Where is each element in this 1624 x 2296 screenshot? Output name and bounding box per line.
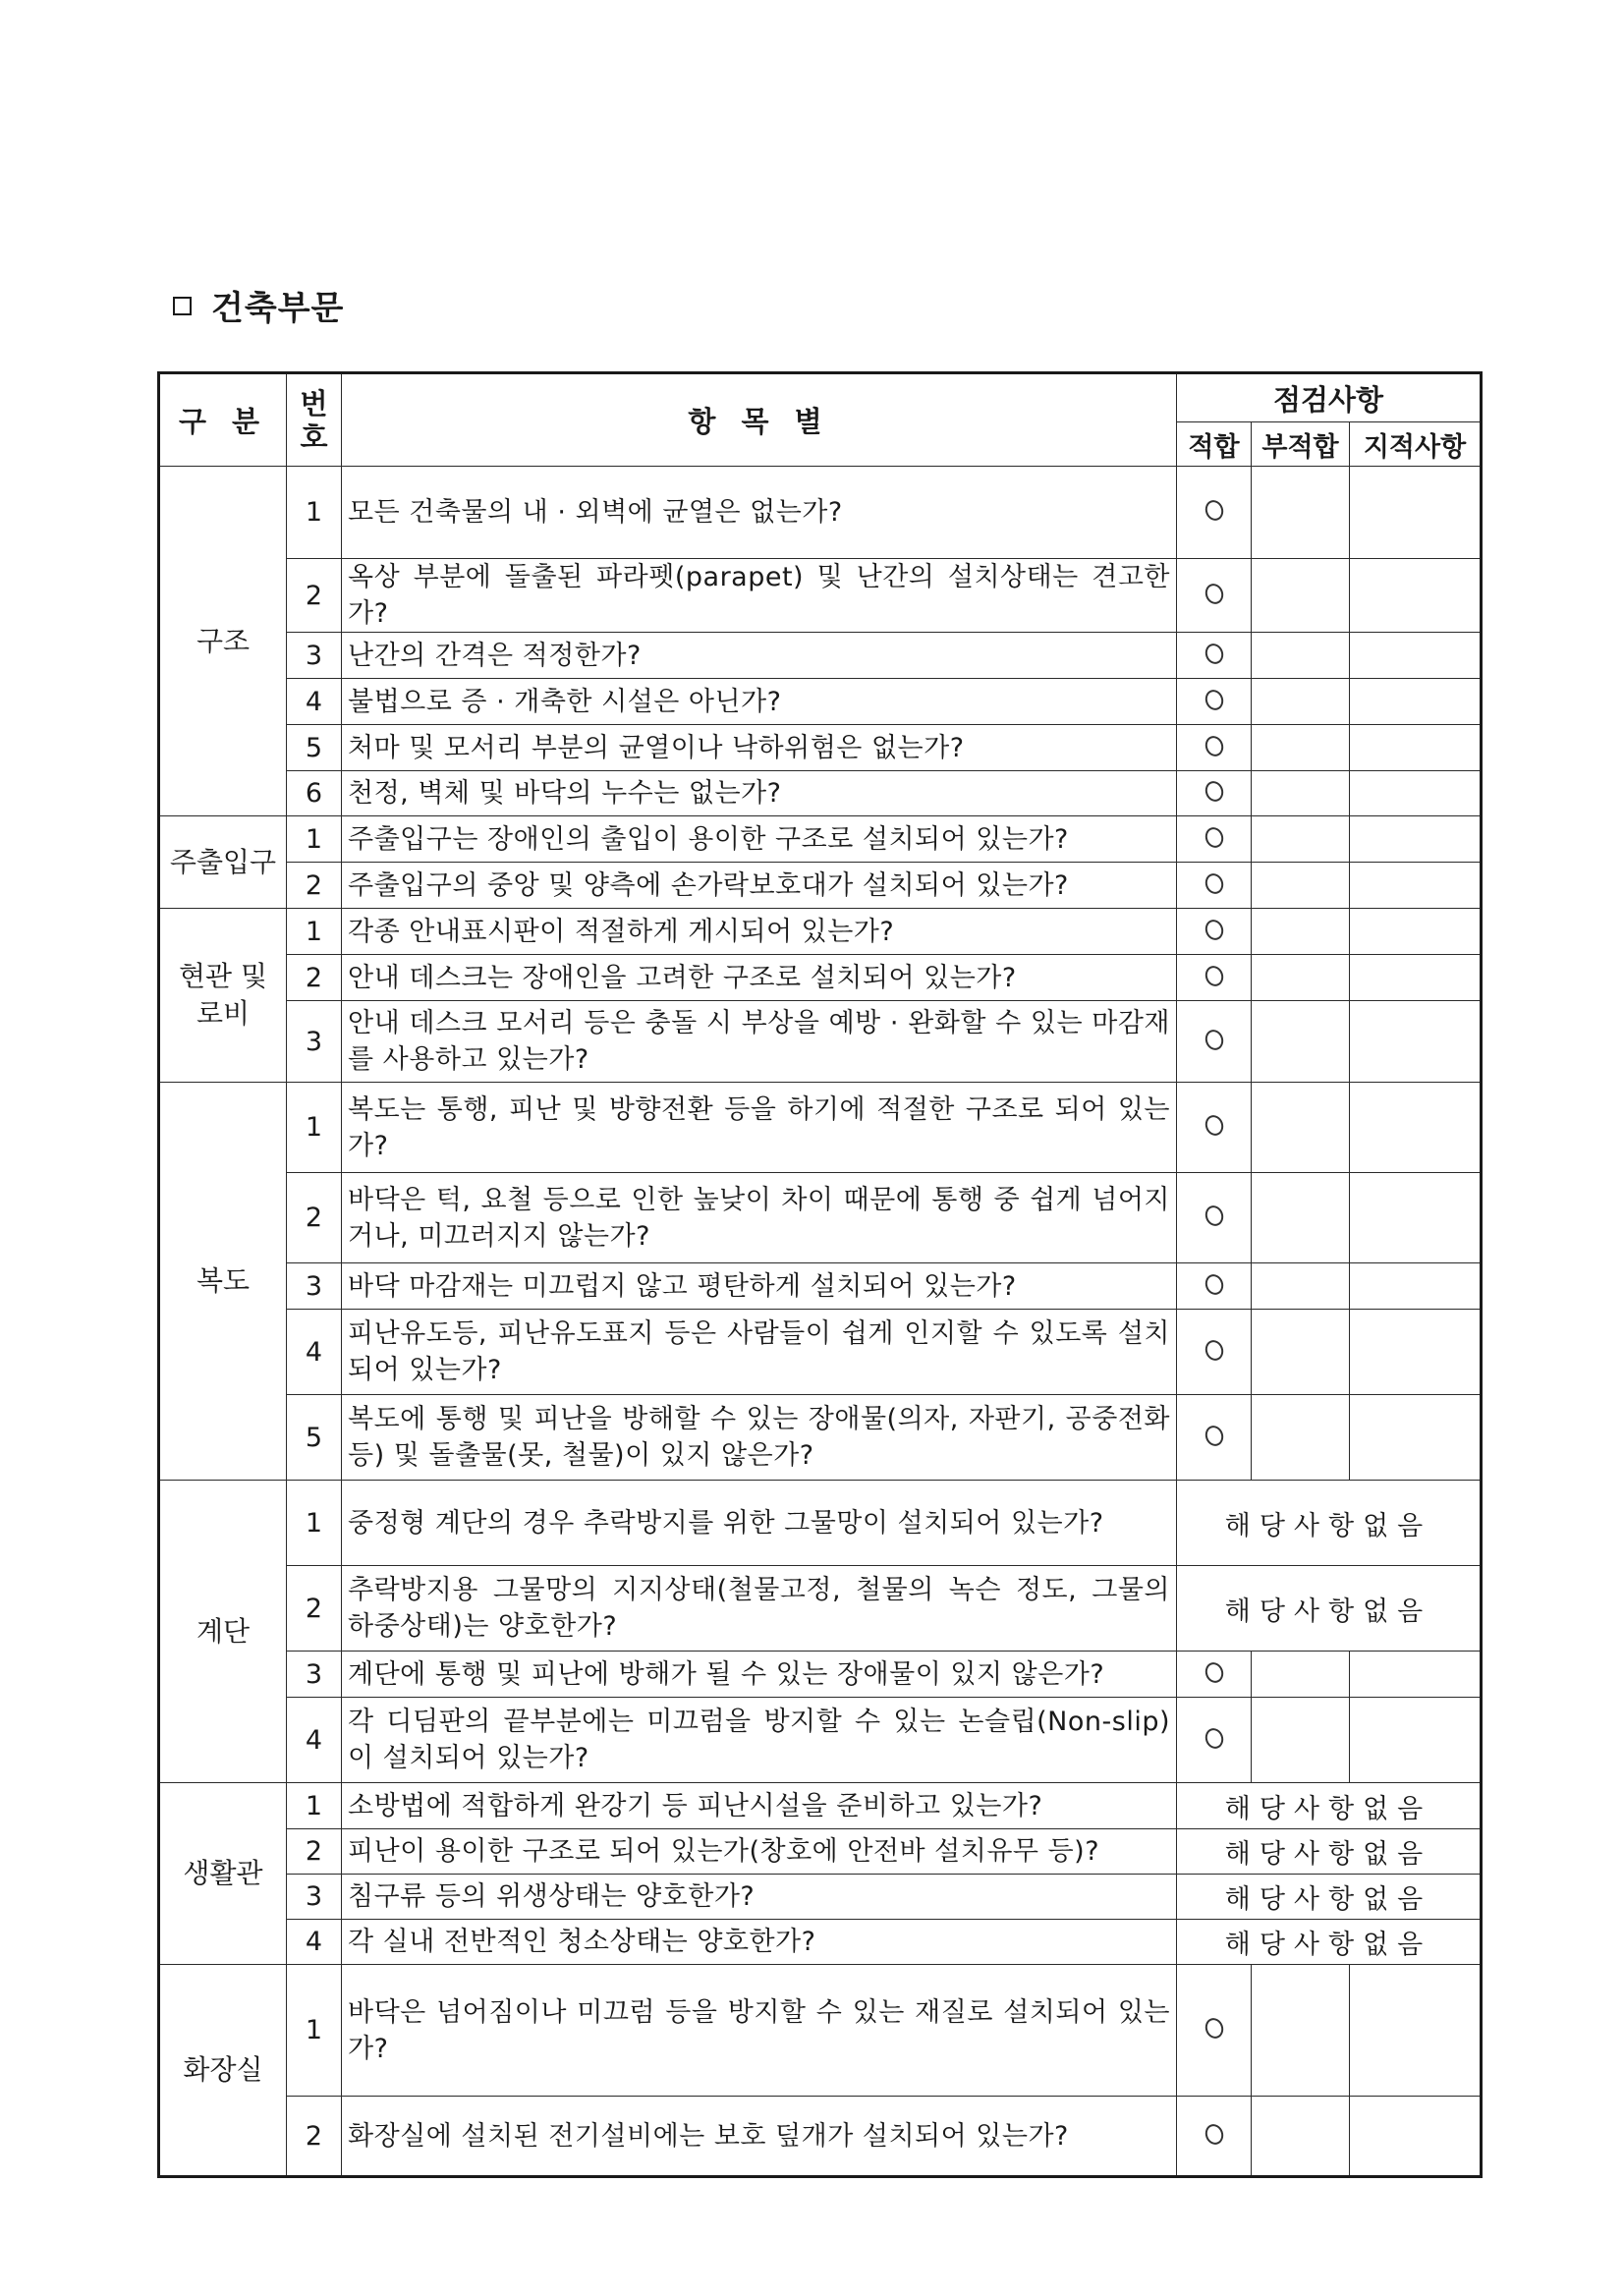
unfit-cell	[1252, 467, 1350, 559]
unfit-cell	[1252, 771, 1350, 816]
remarks-cell	[1350, 909, 1482, 955]
handwritten-circle-icon	[1202, 1337, 1225, 1363]
remarks-cell	[1350, 1310, 1482, 1395]
handwritten-circle-icon	[1202, 641, 1225, 666]
check-item: 주출입구는 장애인의 출입이 용이한 구조로 설치되어 있는가?	[342, 816, 1177, 863]
check-item: 처마 및 모서리 부분의 균열이나 낙하위험은 없는가?	[342, 725, 1177, 771]
category-cell: 복도	[159, 1083, 287, 1481]
handwritten-circle-icon	[1202, 1113, 1225, 1139]
category-cell: 생활관	[159, 1783, 287, 1965]
check-item: 피난유도등, 피난유도표지 등은 사람들이 쉽게 인지할 수 있도록 설치되어 있는가?	[342, 1310, 1177, 1395]
fit-cell	[1177, 467, 1252, 559]
row-number: 3	[287, 1652, 342, 1698]
remarks-cell	[1350, 771, 1482, 816]
remarks-cell	[1350, 1001, 1482, 1083]
row-number: 3	[287, 1001, 342, 1083]
not-applicable-note: 해당사항없음	[1177, 1481, 1482, 1566]
remarks-cell	[1350, 1263, 1482, 1310]
table-row	[159, 1652, 1482, 1698]
check-item: 피난이 용이한 구조로 되어 있는가(창호에 안전바 설치유무 등)?	[342, 1829, 1177, 1875]
table-row	[159, 1083, 1482, 1173]
handwritten-circle-icon	[1202, 687, 1225, 712]
fit-cell	[1177, 679, 1252, 725]
table-row	[159, 909, 1482, 955]
unfit-cell	[1252, 816, 1350, 863]
row-number: 5	[287, 725, 342, 771]
remarks-cell	[1350, 467, 1482, 559]
section-title	[173, 281, 344, 329]
table-row	[159, 633, 1482, 679]
table-row	[159, 1173, 1482, 1263]
row-number: 4	[287, 1920, 342, 1965]
inspection-table	[157, 371, 1483, 2178]
row-number: 2	[287, 863, 342, 909]
check-item: 천정, 벽체 및 바닥의 누수는 없는가?	[342, 771, 1177, 816]
handwritten-circle-icon	[1202, 779, 1225, 805]
check-item: 주출입구의 중앙 및 양측에 손가락보호대가 설치되어 있는가?	[342, 863, 1177, 909]
fit-cell	[1177, 1173, 1252, 1263]
table-row	[159, 771, 1482, 816]
unfit-cell	[1252, 1001, 1350, 1083]
fit-cell	[1177, 771, 1252, 816]
table-row	[159, 1566, 1482, 1652]
category-cell: 화장실	[159, 1965, 287, 2177]
not-applicable-note: 해당사항없음	[1177, 1783, 1482, 1829]
row-number: 1	[287, 1481, 342, 1566]
check-item: 바닥은 넘어짐이나 미끄럼 등을 방지할 수 있는 재질로 설치되어 있는가?	[342, 1965, 1177, 2097]
handwritten-circle-icon	[1202, 498, 1225, 524]
row-number: 2	[287, 1173, 342, 1263]
fit-cell	[1177, 1310, 1252, 1395]
remarks-cell	[1350, 559, 1482, 633]
check-item: 안내 데스크는 장애인을 고려한 구조로 설치되어 있는가?	[342, 955, 1177, 1001]
table-row	[159, 955, 1482, 1001]
unfit-cell	[1252, 1173, 1350, 1263]
table-row	[159, 1481, 1482, 1566]
table-row	[159, 559, 1482, 633]
row-number: 1	[287, 1783, 342, 1829]
fit-cell	[1177, 1083, 1252, 1173]
handwritten-circle-icon	[1202, 1423, 1225, 1448]
handwritten-circle-icon	[1202, 1725, 1225, 1751]
unfit-cell	[1252, 633, 1350, 679]
not-applicable-note: 해당사항없음	[1177, 1566, 1482, 1652]
row-number: 2	[287, 2097, 342, 2177]
fit-cell	[1177, 2097, 1252, 2177]
row-number: 3	[287, 633, 342, 679]
check-item: 침구류 등의 위생상태는 양호한가?	[342, 1875, 1177, 1920]
handwritten-circle-icon	[1202, 917, 1225, 942]
header-remarks: 지적사항	[1350, 422, 1482, 467]
remarks-cell	[1350, 955, 1482, 1001]
unfit-cell	[1252, 909, 1350, 955]
table-row	[159, 1920, 1482, 1965]
unfit-cell	[1252, 559, 1350, 633]
handwritten-circle-icon	[1202, 1659, 1225, 1685]
table-row	[159, 816, 1482, 863]
check-item: 계단에 통행 및 피난에 방해가 될 수 있는 장애물이 있지 않은가?	[342, 1652, 1177, 1698]
header-fit: 적합	[1177, 422, 1252, 467]
row-number: 2	[287, 1566, 342, 1652]
unfit-cell	[1252, 2097, 1350, 2177]
unfit-cell	[1252, 1310, 1350, 1395]
table-row	[159, 1965, 1482, 2097]
row-number: 6	[287, 771, 342, 816]
remarks-cell	[1350, 816, 1482, 863]
row-number: 3	[287, 1875, 342, 1920]
handwritten-circle-icon	[1202, 824, 1225, 850]
row-number: 4	[287, 679, 342, 725]
table-row	[159, 1698, 1482, 1783]
fit-cell	[1177, 1395, 1252, 1481]
handwritten-circle-icon	[1202, 2121, 1225, 2147]
table-row	[159, 725, 1482, 771]
header-number: 번호	[287, 373, 342, 467]
fit-cell	[1177, 633, 1252, 679]
check-item: 화장실에 설치된 전기설비에는 보호 덮개가 설치되어 있는가?	[342, 2097, 1177, 2177]
category-cell: 현관 및 로비	[159, 909, 287, 1083]
check-item: 소방법에 적합하게 완강기 등 피난시설을 준비하고 있는가?	[342, 1783, 1177, 1829]
fit-cell	[1177, 1263, 1252, 1310]
category-cell: 구조	[159, 467, 287, 816]
row-number: 5	[287, 1395, 342, 1481]
header-category: 구 분	[159, 373, 287, 467]
remarks-cell	[1350, 633, 1482, 679]
fit-cell	[1177, 559, 1252, 633]
not-applicable-note: 해당사항없음	[1177, 1920, 1482, 1965]
row-number: 4	[287, 1310, 342, 1395]
unfit-cell	[1252, 679, 1350, 725]
fit-cell	[1177, 1652, 1252, 1698]
remarks-cell	[1350, 1083, 1482, 1173]
handwritten-circle-icon	[1202, 1027, 1225, 1052]
handwritten-circle-icon	[1202, 2016, 1225, 2042]
unfit-cell	[1252, 1698, 1350, 1783]
fit-cell	[1177, 725, 1252, 771]
row-number: 2	[287, 955, 342, 1001]
fit-cell	[1177, 1965, 1252, 2097]
fit-cell	[1177, 1698, 1252, 1783]
row-number: 1	[287, 1965, 342, 2097]
check-item: 안내 데스크 모서리 등은 충돌 시 부상을 예방 · 완화할 수 있는 마감재를 사용하고 있는가?	[342, 1001, 1177, 1083]
check-item: 바닥은 턱, 요철 등으로 인한 높낮이 차이 때문에 통행 중 쉽게 넘어지거나, 미끄러지지 않는가?	[342, 1173, 1177, 1263]
check-item: 난간의 간격은 적정한가?	[342, 633, 1177, 679]
unfit-cell	[1252, 1083, 1350, 1173]
table-row	[159, 1395, 1482, 1481]
row-number: 4	[287, 1698, 342, 1783]
row-number: 2	[287, 1829, 342, 1875]
table-row	[159, 1875, 1482, 1920]
unfit-cell	[1252, 863, 1350, 909]
remarks-cell	[1350, 863, 1482, 909]
table-row	[159, 863, 1482, 909]
remarks-cell	[1350, 679, 1482, 725]
handwritten-circle-icon	[1202, 870, 1225, 896]
check-item: 복도에 통행 및 피난을 방해할 수 있는 장애물(의자, 자판기, 공중전화 등) 및 돌출물(못, 철물)이 있지 않은가?	[342, 1395, 1177, 1481]
table-body	[159, 467, 1482, 2177]
table-row	[159, 1783, 1482, 1829]
unfit-cell	[1252, 1395, 1350, 1481]
check-item: 불법으로 증 · 개축한 시설은 아닌가?	[342, 679, 1177, 725]
remarks-cell	[1350, 1173, 1482, 1263]
remarks-cell	[1350, 1652, 1482, 1698]
check-item: 모든 건축물의 내 · 외벽에 균열은 없는가?	[342, 467, 1177, 559]
check-item: 각종 안내표시판이 적절하게 게시되어 있는가?	[342, 909, 1177, 955]
check-item: 중정형 계단의 경우 추락방지를 위한 그물망이 설치되어 있는가?	[342, 1481, 1177, 1566]
fit-cell	[1177, 909, 1252, 955]
unfit-cell	[1252, 1652, 1350, 1698]
remarks-cell	[1350, 1395, 1482, 1481]
not-applicable-note: 해당사항없음	[1177, 1875, 1482, 1920]
not-applicable-note: 해당사항없음	[1177, 1829, 1482, 1875]
row-number: 1	[287, 467, 342, 559]
row-number: 2	[287, 559, 342, 633]
row-number: 1	[287, 1083, 342, 1173]
handwritten-circle-icon	[1202, 581, 1225, 606]
handwritten-circle-icon	[1202, 1271, 1225, 1297]
check-item: 각 실내 전반적인 청소상태는 양호한가?	[342, 1920, 1177, 1965]
table-row	[159, 1310, 1482, 1395]
check-item: 바닥 마감재는 미끄럽지 않고 평탄하게 설치되어 있는가?	[342, 1263, 1177, 1310]
remarks-cell	[1350, 2097, 1482, 2177]
header-items: 항 목 별	[342, 373, 1177, 467]
fit-cell	[1177, 955, 1252, 1001]
table-row	[159, 1001, 1482, 1083]
handwritten-circle-icon	[1202, 963, 1225, 988]
unfit-cell	[1252, 1965, 1350, 2097]
table-row	[159, 679, 1482, 725]
fit-cell	[1177, 863, 1252, 909]
fit-cell	[1177, 1001, 1252, 1083]
check-item: 옥상 부분에 돌출된 파라펫(parapet) 및 난간의 설치상태는 견고한가?	[342, 559, 1177, 633]
row-number: 1	[287, 909, 342, 955]
check-item: 각 디딤판의 끝부분에는 미끄럼을 방지할 수 있는 논슬립(Non-slip)이 설치되어 있는가?	[342, 1698, 1177, 1783]
remarks-cell	[1350, 1698, 1482, 1783]
unfit-cell	[1252, 725, 1350, 771]
category-cell: 계단	[159, 1481, 287, 1783]
remarks-cell	[1350, 1965, 1482, 2097]
header-unfit: 부적합	[1252, 422, 1350, 467]
section-title-text: 건축부문	[211, 289, 345, 328]
unfit-cell	[1252, 1263, 1350, 1310]
handwritten-circle-icon	[1202, 1204, 1225, 1229]
category-cell: 주출입구	[159, 816, 287, 909]
check-item: 복도는 통행, 피난 및 방향전환 등을 하기에 적절한 구조로 되어 있는가?	[342, 1083, 1177, 1173]
check-item: 추락방지용 그물망의 지지상태(철물고정, 철물의 녹슨 정도, 그물의 하중상태)는 양호한가?	[342, 1566, 1177, 1652]
table-row	[159, 2097, 1482, 2177]
handwritten-circle-icon	[1202, 733, 1225, 758]
table-row	[159, 1829, 1482, 1875]
row-number: 3	[287, 1263, 342, 1310]
square-bullet-icon	[173, 297, 192, 315]
header-inspection: 점검사항	[1177, 373, 1482, 422]
table-row	[159, 1263, 1482, 1310]
table-row	[159, 467, 1482, 559]
remarks-cell	[1350, 725, 1482, 771]
fit-cell	[1177, 816, 1252, 863]
unfit-cell	[1252, 955, 1350, 1001]
row-number: 1	[287, 816, 342, 863]
